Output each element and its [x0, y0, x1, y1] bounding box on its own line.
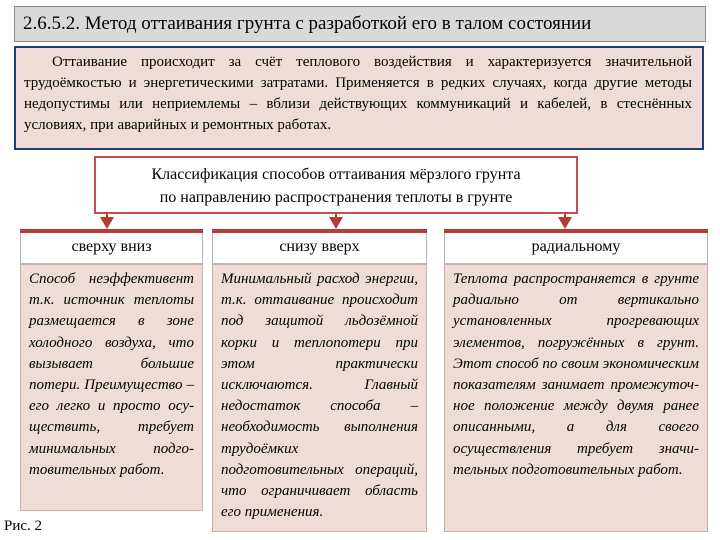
column-text-bottom-up: Минимальный расход энергии, т.к. оттаивание происходит под защитой льдозёмной корки и теплопотери при этом практически исключаются. Главный недостаток способа – необходимость выполнения трудоёмких подготовительных операций, что ограничивает область его применения. — [212, 264, 427, 532]
intro-paragraph: Оттаивание происходит за счёт теплового воздействия и характеризуется значительной трудоёмкостью и энергетическими затратами. Применяется в редких случаях, когда другие методы недопустимы или неприемлемы – вблизи действующих коммуникаций и кабелей, в стеснённых условиях, при аварийных и ремонтных работах. — [14, 46, 704, 150]
figure-label: Рис. 2 — [4, 518, 43, 534]
column-heading-bottom-up: снизу вверх — [212, 229, 427, 264]
column-text-radial: Теплота распространяется в грунте радиально от вертикально установленных прогревающих элементов, погружённых в грунт. Этот способ по своим экономическим показателям занимает промежуточное положение между двумя ранее описанными, а для своего осуществления требует значительных подготовительных работ. — [444, 264, 708, 532]
column-text-top-down: Способ неэффективент т.к. источник теплоты размещается в зоне холодного воздуха, что вызывает большие потери. Преимущество – его легко и просто осуществить, требует минимальных подготовительных работ. — [20, 264, 203, 511]
classification-line-2: по направлению распространения теплоты в грунте — [159, 189, 513, 206]
column-heading-radial: радиальному — [444, 229, 708, 264]
classification-line-1: Классификация способов оттаивания мёрзлого грунта — [151, 166, 521, 183]
arrow-down-left-icon — [100, 217, 114, 229]
arrow-down-right-icon — [558, 217, 572, 229]
arrow-down-middle-icon — [329, 217, 343, 229]
classification-box — [94, 156, 578, 214]
page-title: 2.6.5.2. Метод оттаивания грунта с разработкой его в талом состоянии — [14, 6, 706, 42]
column-heading-top-down: сверху вниз — [20, 229, 203, 264]
